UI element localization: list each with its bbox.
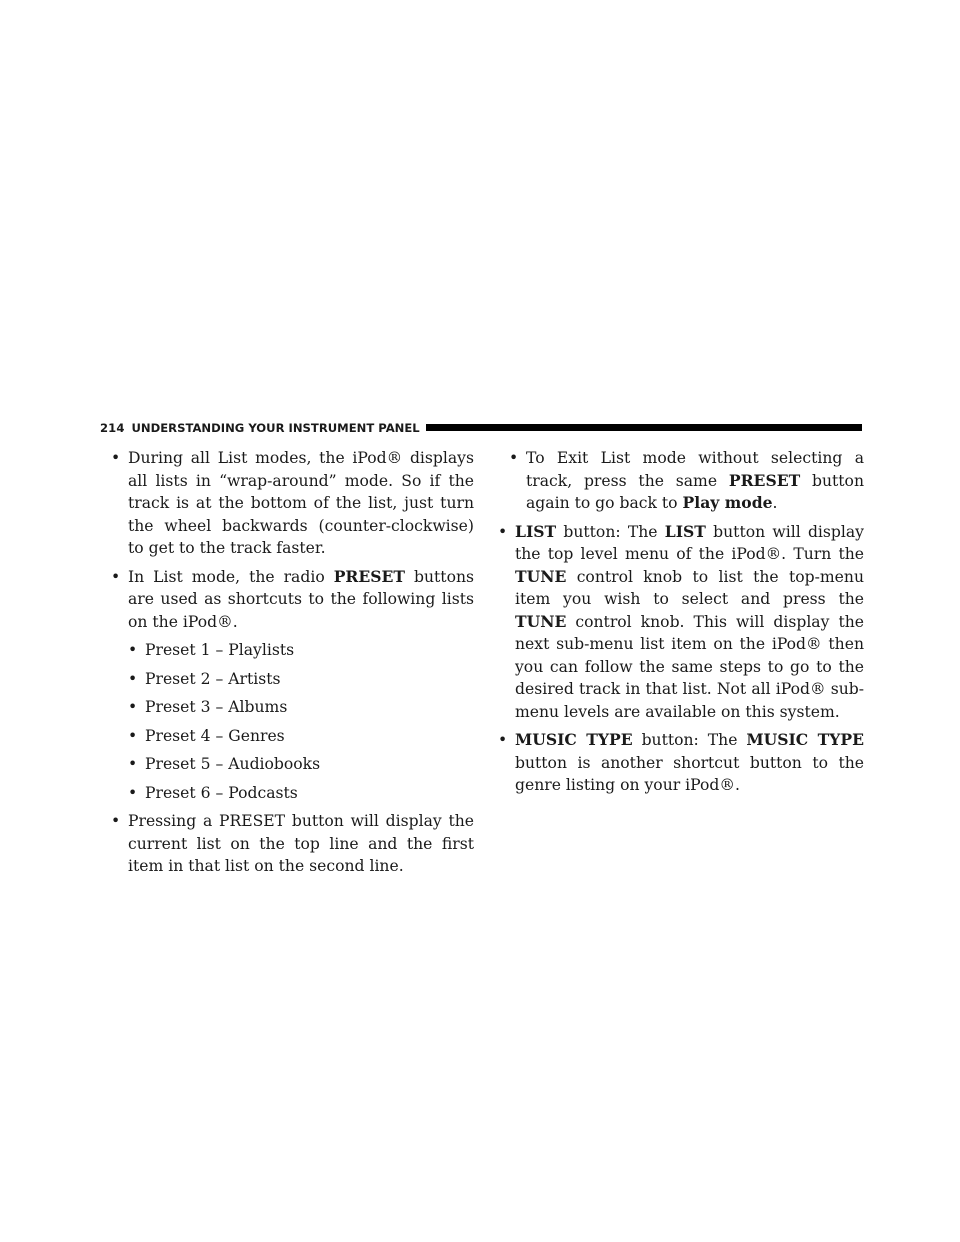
play-mode-word: Play mode <box>682 493 773 512</box>
list-item-pressing-preset <box>110 810 474 878</box>
exit-preset-word: PRESET <box>728 470 801 490</box>
preset-item-4 <box>110 725 474 748</box>
preset-item-3 <box>110 696 474 719</box>
exit-text-a: To Exit List mode without selecting a track, press the same <box>526 449 864 490</box>
list-item-exit-list-mode <box>497 447 864 515</box>
bullet-icon: • <box>111 812 121 830</box>
page-number: 214 <box>100 421 125 435</box>
left-column <box>110 447 474 878</box>
preset-label: Preset 2 – Artists <box>145 669 281 688</box>
preset-intro-a: In List mode, the radio <box>128 567 334 586</box>
wrap-around-text: During all List modes, the iPod® displays all lists in “wrap-around” mode. So if the track is at the bottom of the list, just turn the wheel backwards (counter-clockwise) to get to the track faster. <box>128 449 474 557</box>
bullet-icon: • <box>128 755 138 773</box>
list-item-preset-shortcuts <box>110 566 474 634</box>
pressing-text: Pressing a PRESET button will display the current list on the top line and the first item in that list on the second line. <box>128 812 474 875</box>
list-item-list-button <box>497 521 864 724</box>
preset-label: Preset 1 – Playlists <box>145 641 295 659</box>
list-label-2: LIST <box>664 521 706 541</box>
bullet-icon: • <box>128 641 138 659</box>
bullet-icon: • <box>498 731 508 749</box>
preset-item-5 <box>110 753 474 776</box>
list-item-music-type <box>497 729 864 797</box>
list-text-b: button will display the top level menu of the iPod®. Turn the <box>515 522 864 563</box>
bullet-icon: • <box>128 726 138 745</box>
preset-item-1 <box>110 639 474 662</box>
preset-label: Preset 3 – Albums <box>145 698 288 716</box>
list-text-d: control knob. This will display the next sub-menu list item on the iPod® then you can follow the same steps to go to the desired track in that list. Not all iPod® sub-menu levels are available on this system. <box>515 612 864 721</box>
tune-label-2: TUNE <box>515 611 567 631</box>
music-text-a: button: The <box>632 731 747 749</box>
music-type-label-2: MUSIC TYPE <box>746 730 864 749</box>
section-title: UNDERSTANDING YOUR INSTRUMENT PANEL <box>131 421 420 435</box>
preset-word: PRESET <box>333 566 406 586</box>
list-item-wrap-around <box>110 447 474 560</box>
preset-intro-b: buttons are used as shortcuts to the following lists on the iPod®. <box>128 567 475 631</box>
music-type-label: MUSIC TYPE <box>515 730 633 749</box>
page-header <box>100 419 862 437</box>
bullet-icon: • <box>111 567 121 586</box>
bullet-icon: • <box>128 669 138 688</box>
bullet-icon: • <box>128 698 138 716</box>
list-label: LIST <box>515 521 557 541</box>
bullet-icon: • <box>509 449 519 467</box>
list-text-c: control knob to list the top-menu item you wish to select and press the <box>515 567 864 608</box>
right-column <box>497 447 864 797</box>
preset-label: Preset 6 – Podcasts <box>145 783 298 802</box>
exit-text-c: . <box>772 494 778 512</box>
preset-item-6 <box>110 782 474 805</box>
bullet-icon: • <box>111 449 121 467</box>
bullet-icon: • <box>498 522 508 541</box>
music-text-b: button is another shortcut button to the genre listing on your iPod®. <box>515 753 864 794</box>
list-text-a: button: The <box>556 522 665 541</box>
header-rule <box>426 424 862 431</box>
preset-label: Preset 4 – Genres <box>145 726 285 745</box>
preset-item-2 <box>110 668 474 691</box>
exit-text-b: button again to go back to <box>526 471 864 512</box>
preset-label: Preset 5 – Audiobooks <box>145 755 321 773</box>
tune-label-1: TUNE <box>515 566 567 586</box>
bullet-icon: • <box>128 783 138 802</box>
